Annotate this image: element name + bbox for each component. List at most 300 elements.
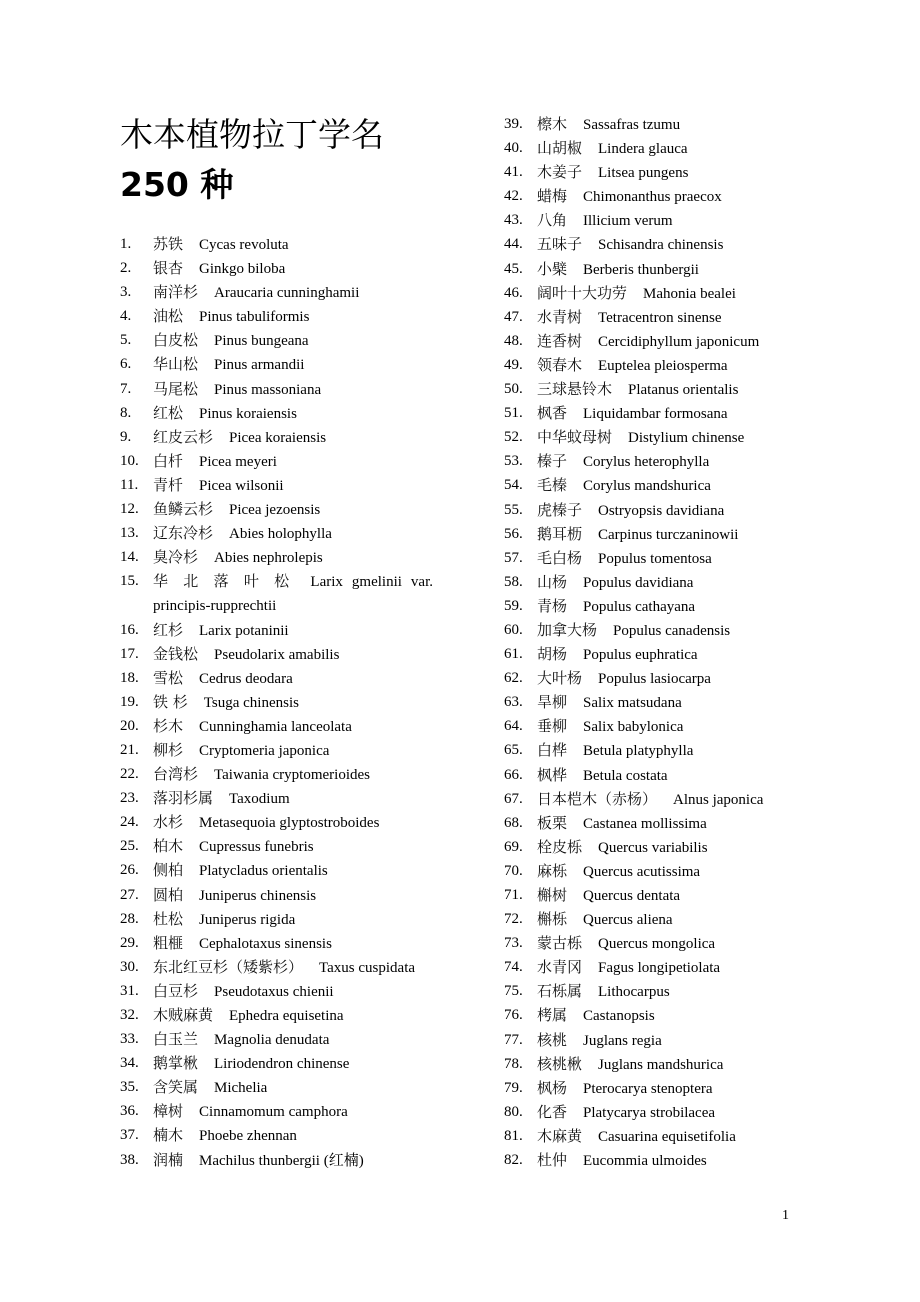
chinese-name: 毛榛 <box>537 476 568 495</box>
species-list-item <box>504 136 834 160</box>
latin-name: Castanopsis <box>583 1008 655 1025</box>
chinese-name: 虎榛子 <box>537 500 583 519</box>
item-body <box>153 955 415 980</box>
item-body <box>537 546 712 571</box>
species-list-item <box>504 907 834 931</box>
species-list-item <box>120 1003 450 1027</box>
species-list-item <box>504 1076 834 1100</box>
chinese-name: 杉木 <box>153 716 184 735</box>
chinese-name: 红杉 <box>153 620 184 639</box>
chinese-name: 加拿大杨 <box>537 620 598 639</box>
item-body <box>153 883 316 908</box>
chinese-name: 枫香 <box>537 404 568 423</box>
item-body <box>153 1051 349 1076</box>
item-number: 61. <box>504 646 523 663</box>
chinese-name: 粗榧 <box>153 933 184 952</box>
item-body <box>153 666 293 691</box>
chinese-name: 柏木 <box>153 837 184 856</box>
item-number: 78. <box>504 1055 523 1072</box>
item-number: 17. <box>120 645 139 662</box>
latin-name: Platycarya strobilacea <box>583 1104 716 1121</box>
species-list-item <box>504 618 834 642</box>
item-number: 14. <box>120 549 139 566</box>
species-list-item <box>504 1052 834 1076</box>
chinese-name: 麻栎 <box>537 861 568 880</box>
latin-name: Phoebe zhennan <box>199 1128 297 1145</box>
item-number: 55. <box>504 501 523 518</box>
item-body <box>537 666 711 691</box>
species-list-item <box>504 473 834 497</box>
chinese-name: 白玉兰 <box>153 1030 199 1049</box>
chinese-name: 榛子 <box>537 452 568 471</box>
chinese-name: 板栗 <box>537 813 568 832</box>
latin-name: Abies nephrolepis <box>214 550 323 567</box>
species-list-item <box>504 546 834 570</box>
latin-name: Taiwania cryptomerioides <box>214 767 370 784</box>
latin-name: Quercus mongolica <box>598 936 716 953</box>
item-number: 66. <box>504 766 523 783</box>
chinese-name: 含笑属 <box>153 1078 199 1097</box>
latin-name: Ginkgo biloba <box>199 261 286 278</box>
item-number: 46. <box>504 284 523 301</box>
item-number: 77. <box>504 1031 523 1048</box>
species-list-item <box>504 763 834 787</box>
chinese-name: 毛白杨 <box>537 548 583 567</box>
chinese-name: 侧柏 <box>153 861 184 880</box>
chinese-name: 楠木 <box>153 1126 184 1145</box>
latin-name: Metasequoia glyptostroboides <box>199 815 380 832</box>
species-list-item <box>504 353 834 377</box>
item-body <box>537 1052 723 1077</box>
item-body <box>537 594 695 619</box>
latin-name: Populus lasiocarpa <box>598 671 711 688</box>
species-list-item <box>504 931 834 955</box>
latin-name: Populus davidiana <box>583 574 694 591</box>
item-number: 33. <box>120 1031 139 1048</box>
species-list-item <box>120 786 450 810</box>
chinese-name: 山胡椒 <box>537 139 583 158</box>
latin-name: Picea meyeri <box>199 453 277 470</box>
item-body <box>153 401 297 426</box>
latin-name: Abies holophylla <box>229 526 332 543</box>
species-list-item <box>120 907 450 931</box>
species-list-item <box>504 305 834 329</box>
item-body <box>537 738 693 763</box>
species-list-item <box>504 859 834 883</box>
chinese-name: 鹅耳枥 <box>537 524 583 543</box>
item-body <box>153 377 321 402</box>
item-body <box>537 232 723 257</box>
item-number: 57. <box>504 549 523 566</box>
chinese-name: 木姜子 <box>537 163 583 182</box>
latin-name: Tsuga chinensis <box>203 694 299 711</box>
item-number: 39. <box>504 116 523 132</box>
latin-name: Lindera glauca <box>598 141 688 158</box>
chinese-name: 木贼麻黄 <box>153 1006 214 1024</box>
chinese-name: 台湾杉 <box>153 765 199 784</box>
item-number: 65. <box>504 742 523 759</box>
chinese-name: 苏铁 <box>153 235 184 253</box>
chinese-name: 垂柳 <box>537 717 568 736</box>
chinese-name: 八角 <box>537 211 568 230</box>
species-list-item <box>120 931 450 955</box>
species-list-item <box>120 834 450 858</box>
chinese-name: 中华蚊母树 <box>537 428 613 447</box>
item-number: 32. <box>120 1007 139 1023</box>
species-list-item <box>504 642 834 666</box>
species-list-item <box>120 473 450 497</box>
latin-name: Populus tomentosa <box>598 550 712 567</box>
species-list-item <box>504 883 834 907</box>
latin-name: Salix babylonica <box>583 719 684 736</box>
latin-name: Quercus variabilis <box>598 839 708 856</box>
item-body <box>537 329 759 354</box>
species-list-item <box>120 979 450 1003</box>
species-list-item <box>504 835 834 859</box>
item-number: 7. <box>120 380 132 397</box>
species-list-item <box>504 449 834 473</box>
item-body <box>153 304 309 329</box>
item-number: 36. <box>120 1103 139 1120</box>
item-number: 2. <box>120 260 132 277</box>
chinese-name: 核桃楸 <box>537 1054 583 1073</box>
item-body <box>537 1100 715 1125</box>
item-number: 10. <box>120 452 139 469</box>
latin-name: Quercus aliena <box>583 912 673 929</box>
chinese-name: 铁 杉 <box>153 692 188 711</box>
species-list-item <box>504 184 834 208</box>
item-number: 81. <box>504 1127 523 1144</box>
chinese-name: 胡杨 <box>537 645 568 664</box>
page-number: 1 <box>782 1208 789 1223</box>
item-number: 67. <box>504 790 523 807</box>
latin-name: Cupressus funebris <box>199 839 314 856</box>
chinese-name: 栓皮栎 <box>537 837 583 856</box>
species-list-item <box>504 738 834 762</box>
item-body <box>153 834 314 859</box>
species-list-item <box>120 618 450 642</box>
item-body <box>153 232 289 257</box>
item-body <box>153 979 334 1004</box>
item-number: 19. <box>120 693 139 710</box>
item-body <box>537 1124 736 1149</box>
item-number: 1. <box>120 236 132 252</box>
chinese-name: 红皮云杉 <box>153 427 214 446</box>
latin-name: Castanea mollissima <box>583 815 707 832</box>
chinese-name: 水青冈 <box>537 958 583 977</box>
species-list-item <box>504 281 834 305</box>
item-number: 53. <box>504 453 523 470</box>
latin-name: Larix potaninii <box>199 622 289 639</box>
item-body <box>537 763 668 788</box>
document-subtitle-count: 250 种 <box>120 165 234 204</box>
latin-name: Michelia <box>214 1080 268 1097</box>
item-number: 49. <box>504 356 523 373</box>
species-list-item <box>504 1003 834 1027</box>
latin-name: Platanus orientalis <box>628 382 739 399</box>
item-body <box>153 931 332 956</box>
item-number: 72. <box>504 911 523 928</box>
item-number: 26. <box>120 862 139 879</box>
species-list-item <box>120 1075 450 1099</box>
chinese-name: 白皮松 <box>153 331 199 350</box>
item-body <box>537 787 763 812</box>
species-list-item <box>120 1099 450 1123</box>
item-number: 74. <box>504 959 523 976</box>
item-body <box>153 1123 297 1148</box>
latin-name: Pinus massoniana <box>214 381 322 398</box>
item-number: 73. <box>504 935 523 952</box>
item-body <box>153 738 329 763</box>
latin-name: Tetracentron sinense <box>598 309 722 326</box>
item-number: 23. <box>120 790 139 807</box>
chinese-name: 青杨 <box>537 596 568 615</box>
item-body <box>537 859 700 884</box>
latin-name: Lithocarpus <box>598 984 670 1001</box>
latin-name: Juniperus rigida <box>199 911 296 928</box>
item-number: 48. <box>504 332 523 349</box>
species-list-item <box>504 594 834 618</box>
latin-name: Picea wilsonii <box>199 477 284 494</box>
item-number: 50. <box>504 381 523 398</box>
species-list-item <box>504 787 834 811</box>
latin-name: Machilus thunbergii (红楠) <box>199 1152 364 1169</box>
item-body <box>537 449 709 474</box>
chinese-name: 枫桦 <box>537 765 568 784</box>
item-body <box>537 642 698 667</box>
item-body <box>153 786 290 811</box>
item-body <box>537 425 744 450</box>
species-list-item <box>120 1148 450 1172</box>
chinese-name: 五味子 <box>537 235 583 254</box>
item-number: 20. <box>120 717 139 734</box>
latin-name: Casuarina equisetifolia <box>598 1128 736 1145</box>
latin-name: Liriodendron chinense <box>214 1056 350 1073</box>
species-list-item <box>504 425 834 449</box>
species-list-item <box>504 208 834 232</box>
species-list-item <box>504 811 834 835</box>
item-number: 79. <box>504 1079 523 1096</box>
item-body <box>537 714 683 739</box>
species-list-item <box>504 666 834 690</box>
species-list-item <box>120 377 450 401</box>
latin-name: Berberis thunbergii <box>583 261 699 278</box>
chinese-name: 白桦 <box>537 741 568 760</box>
item-number: 22. <box>120 766 139 783</box>
chinese-name: 领春木 <box>537 355 583 374</box>
latin-name: Quercus dentata <box>583 888 681 904</box>
item-number: 40. <box>504 140 523 157</box>
item-body <box>153 569 433 618</box>
species-list-item <box>120 955 450 979</box>
chinese-name: 大叶杨 <box>537 669 583 688</box>
latin-name: Cinnamomum camphora <box>199 1104 348 1121</box>
species-list-item <box>120 883 450 907</box>
chinese-name: 青杄 <box>153 475 184 494</box>
latin-name: Eucommia ulmoides <box>583 1153 707 1170</box>
item-number: 8. <box>120 404 132 421</box>
latin-name: Chimonanthus praecox <box>583 189 722 206</box>
item-number: 51. <box>504 405 523 422</box>
species-list-item <box>120 642 450 666</box>
item-body <box>537 1003 655 1028</box>
latin-name: Populus euphratica <box>583 647 698 664</box>
item-number: 11. <box>120 476 139 493</box>
latin-name: Cercidiphyllum japonicum <box>598 333 760 350</box>
latin-name: Fagus longipetiolata <box>598 960 721 977</box>
latin-name: Illicium verum <box>583 213 673 230</box>
species-list-item <box>120 1051 450 1075</box>
latin-name: Distylium chinense <box>628 430 745 447</box>
species-list-item <box>120 352 450 376</box>
item-number: 21. <box>120 741 139 758</box>
chinese-name: 辽东冷杉 <box>153 524 214 543</box>
item-number: 3. <box>120 284 132 301</box>
species-list-item <box>120 401 450 425</box>
item-number: 63. <box>504 694 523 711</box>
latin-name: Taxodium <box>229 791 290 808</box>
item-body <box>153 690 299 715</box>
species-list-item <box>504 329 834 353</box>
item-body <box>153 280 359 305</box>
species-list-item <box>504 1100 834 1124</box>
latin-name: Pinus tabuliformis <box>199 309 310 326</box>
item-body <box>153 810 379 835</box>
latin-name: Magnolia denudata <box>214 1032 330 1049</box>
item-body <box>537 498 724 523</box>
item-body <box>537 1028 662 1053</box>
item-body <box>153 1148 364 1173</box>
latin-name: Schisandra chinensis <box>598 237 724 254</box>
document-title: 木本植物拉丁学名 <box>120 115 384 154</box>
species-list-item <box>120 810 450 834</box>
item-number: 28. <box>120 910 139 927</box>
species-list-item <box>504 522 834 546</box>
item-number: 12. <box>120 501 139 518</box>
item-number: 6. <box>120 356 132 373</box>
latin-name: Pinus koraiensis <box>199 405 297 422</box>
chinese-name: 木麻黄 <box>537 1126 583 1145</box>
chinese-name: 圆柏 <box>153 885 184 904</box>
item-number: 18. <box>120 669 139 686</box>
chinese-name: 栲属 <box>537 1006 568 1025</box>
species-list-item <box>120 497 450 521</box>
chinese-name: 金钱松 <box>153 644 199 663</box>
item-number: 15. <box>120 573 139 590</box>
item-number: 75. <box>504 983 523 1000</box>
chinese-name: 臭冷杉 <box>153 548 199 567</box>
item-number: 13. <box>120 525 139 542</box>
item-number: 44. <box>504 236 523 253</box>
species-list-left-column <box>120 232 450 1172</box>
item-body <box>537 473 711 498</box>
item-number: 35. <box>120 1079 139 1096</box>
chinese-name: 雪松 <box>153 668 184 687</box>
species-list-item <box>120 521 450 545</box>
item-body <box>537 931 715 956</box>
item-body <box>537 281 736 306</box>
item-body <box>537 305 722 330</box>
latin-name: Litsea pungens <box>598 165 689 182</box>
chinese-name: 银杏 <box>153 259 184 278</box>
chinese-name: 白杄 <box>153 451 184 470</box>
latin-name: Juglans regia <box>583 1032 662 1049</box>
item-number: 42. <box>504 188 523 205</box>
species-list-item <box>504 570 834 594</box>
item-body <box>537 208 673 233</box>
item-body <box>153 1027 329 1052</box>
latin-name: Taxus cuspidata <box>319 959 416 976</box>
item-number: 62. <box>504 670 523 687</box>
species-list-item <box>504 1028 834 1052</box>
chinese-name: 枫杨 <box>537 1078 568 1097</box>
latin-name: Corylus heterophylla <box>583 454 710 471</box>
item-number: 27. <box>120 886 139 903</box>
item-number: 9. <box>120 428 132 445</box>
item-number: 80. <box>504 1103 523 1120</box>
chinese-name: 油松 <box>153 307 184 326</box>
chinese-name: 杜仲 <box>537 1151 568 1170</box>
species-list-item <box>120 1027 450 1051</box>
item-number: 5. <box>120 332 132 349</box>
chinese-name: 旱柳 <box>537 693 568 712</box>
item-body <box>153 1003 344 1028</box>
item-number: 25. <box>120 838 139 855</box>
latin-name: Araucaria cunninghamii <box>214 285 360 302</box>
item-number: 59. <box>504 597 523 614</box>
latin-name: Pseudotaxus chienii <box>214 983 334 1000</box>
latin-name: Cephalotaxus sinensis <box>199 935 332 952</box>
item-number: 69. <box>504 838 523 855</box>
species-list-item <box>504 1124 834 1148</box>
species-list-item <box>120 256 450 280</box>
latin-name: Cunninghamia lanceolata <box>199 718 352 735</box>
item-body <box>537 835 708 860</box>
chinese-name: 化香 <box>537 1102 568 1121</box>
chinese-name: 蒙古栎 <box>537 934 583 953</box>
chinese-name: 小檗 <box>537 259 568 278</box>
latin-name: Liquidambar formosana <box>583 406 728 423</box>
species-list-right-column <box>504 112 834 1172</box>
latin-name: Mahonia bealei <box>643 285 736 302</box>
item-body <box>537 257 699 282</box>
chinese-name: 东北红豆杉（矮紫杉） <box>153 957 304 976</box>
item-body <box>153 425 326 450</box>
latin-name: Betula platyphylla <box>583 743 694 760</box>
item-body <box>537 353 728 378</box>
item-body <box>537 955 720 980</box>
chinese-name: 鱼鳞云杉 <box>153 500 214 519</box>
species-list-item <box>120 545 450 569</box>
item-number: 34. <box>120 1055 139 1072</box>
item-body <box>153 352 304 377</box>
item-number: 82. <box>504 1152 523 1169</box>
item-number: 68. <box>504 814 523 831</box>
latin-name: Carpinus turczaninowii <box>598 526 739 543</box>
species-list-item <box>120 304 450 328</box>
item-number: 29. <box>120 934 139 951</box>
item-number: 60. <box>504 621 523 638</box>
item-body <box>537 811 707 836</box>
chinese-name: 槲树 <box>537 886 568 904</box>
item-number: 52. <box>504 429 523 446</box>
item-number: 56. <box>504 525 523 542</box>
species-list-item <box>504 498 834 522</box>
item-number: 4. <box>120 308 132 325</box>
item-body <box>537 1148 707 1173</box>
item-number: 70. <box>504 862 523 879</box>
latin-name: Larix gmelinii var. principis-rupprechtii <box>153 574 433 615</box>
